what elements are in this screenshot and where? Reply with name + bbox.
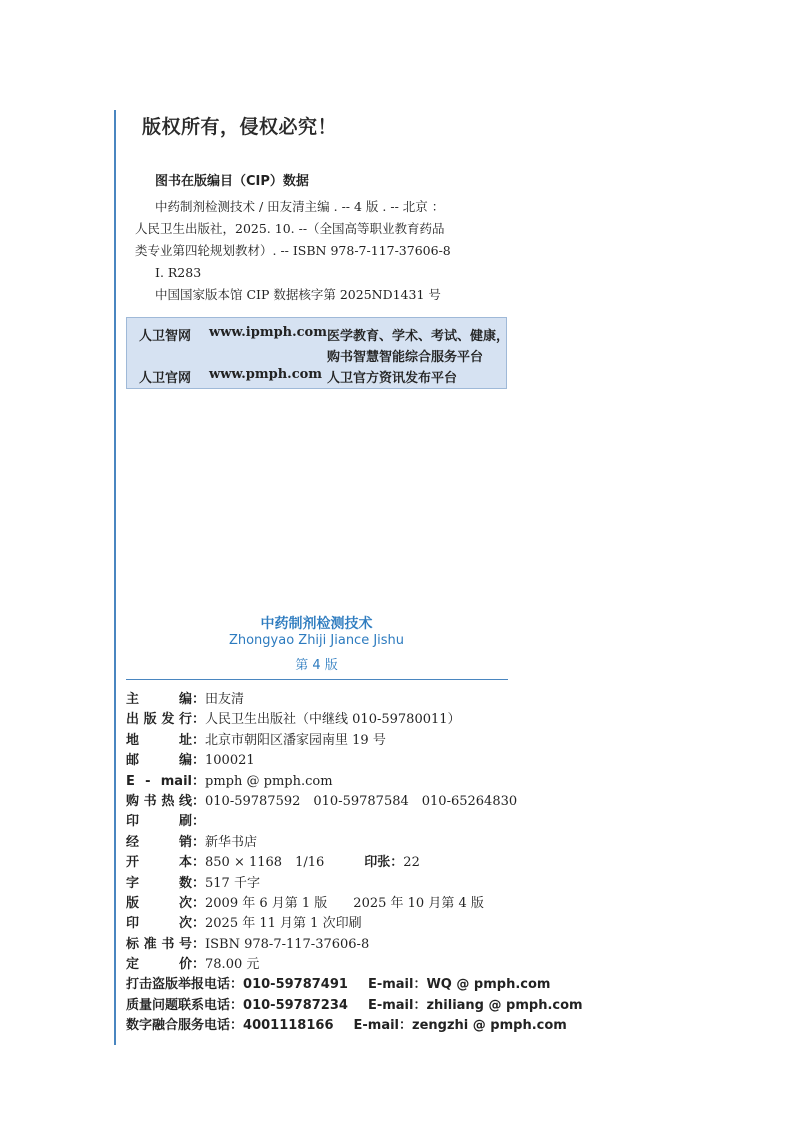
digital-email[interactable]: zengzhi @ pmph.com xyxy=(412,1018,567,1034)
info-url-3[interactable]: www.pmph.com xyxy=(209,367,323,382)
imprint-publisher: 出版发行：人民卫生出版社（中继线 010-59780011） xyxy=(126,710,526,730)
imprint-words: 字 数：517 千字 xyxy=(126,874,526,894)
pmph-info-box xyxy=(126,317,510,389)
postcode-value: 100021 xyxy=(205,753,255,769)
imprint-quality: 质量问题联系电话：010-59787234 E-mail：zhiliang @ pmph.com xyxy=(126,997,583,1013)
cip-line-2: 人民卫生出版社，2025. 10. --（全国高等职业教育药品 xyxy=(135,221,445,236)
format-value: 850 × 1168 1/16 xyxy=(205,855,325,871)
edition-label: 版 次 xyxy=(126,895,192,911)
postcode-label: 邮 编 xyxy=(126,753,192,769)
cip-line-1: 中药制剂检测技术 / 田友清主编 . -- 4 版 . -- 北京 ： xyxy=(155,199,445,214)
quality-label: 质量问题联系电话 xyxy=(126,997,231,1013)
hotline-label: 购书热线 xyxy=(126,793,192,809)
address-label: 地 址 xyxy=(126,732,192,748)
copyright-notice: 版权所有，侵权必究！ xyxy=(142,116,338,138)
cip-line-4: Ⅰ. R283 xyxy=(155,265,202,280)
cip-line-5: 中国国家版本馆 CIP 数据核字第 2025ND1431 号 xyxy=(155,287,441,302)
info-name-3: 人卫官网 xyxy=(139,371,192,386)
hotline-value: 010-59787592 010-59787584 010-65264830 xyxy=(205,793,518,809)
edition-value: 2009 年 6 月第 1 版 2025 年 10 月第 4 版 xyxy=(205,895,484,911)
imprint-isbn: 标准书号：ISBN 978-7-117-37606-8 xyxy=(126,935,526,955)
imprint-distributor: 经 销：新华书店 xyxy=(126,833,526,853)
dist-label: 经 销 xyxy=(126,834,192,850)
info-desc-3: 人卫官方资讯发布平台 xyxy=(327,371,458,386)
quality-email-label: E-mail xyxy=(367,997,414,1013)
quality-email[interactable]: zhiliang @ pmph.com xyxy=(426,997,583,1013)
piracy-email[interactable]: WQ @ pmph.com xyxy=(426,977,551,993)
imprint-piracy: 打击盗版举报电话：010-59787491 E-mail：WQ @ pmph.com xyxy=(126,977,551,993)
left-margin-rule xyxy=(114,110,116,1045)
impression-label: 印 次 xyxy=(126,916,192,932)
editor-value: 田友清 xyxy=(205,692,245,707)
price-label: 定 价 xyxy=(126,957,192,973)
format-label: 开 本 xyxy=(126,855,192,871)
book-pinyin: Zhongyao Zhiji Jiance Jishu xyxy=(228,633,405,648)
imprint-details xyxy=(126,690,583,1037)
sheets-label: 印张 xyxy=(364,855,391,871)
piracy-phone: 010-59787491 xyxy=(243,977,348,993)
piracy-email-label: E-mail xyxy=(367,977,414,993)
price-value: 78.00 元 xyxy=(205,957,260,973)
email-label: E - mail xyxy=(126,773,192,789)
imprint-hotline: 购书热线：010-59787592 010-59787584 010-65264830 xyxy=(126,792,526,812)
info-name-1: 人卫智网 xyxy=(139,329,192,344)
digital-phone: 4001118166 xyxy=(243,1018,334,1034)
imprint-print: 印 刷： xyxy=(126,812,526,832)
info-desc-1: 医学教育、学术、考试、健康， xyxy=(327,329,510,344)
imprint-digital: 数字融合服务电话：4001118166 E-mail：zengzhi @ pmph.com xyxy=(126,1018,567,1034)
imprint-edition: 版 次：2009 年 6 月第 1 版 2025 年 10 月第 4 版 xyxy=(126,894,526,914)
dist-value: 新华书店 xyxy=(205,834,258,850)
cip-title: 图书在版编目（CIP）数据 xyxy=(155,174,309,189)
isbn-value: ISBN 978-7-117-37606-8 xyxy=(205,936,370,952)
isbn-label: 标准书号 xyxy=(126,936,192,952)
piracy-label: 打击盗版举报电话 xyxy=(126,977,231,993)
imprint-price: 定 价：78.00 元 xyxy=(126,955,526,975)
imprint-format: 开 本：850 × 1168 1/16 印张：22 xyxy=(126,853,526,873)
words-label: 字 数 xyxy=(126,875,192,891)
publisher-value: 人民卫生出版社（中继线 010-59780011） xyxy=(205,712,461,728)
words-value: 517 千字 xyxy=(205,875,260,891)
impression-value: 2025 年 11 月第 1 次印刷 xyxy=(205,916,362,932)
cip-line-3: 类专业第四轮规划教材）. -- ISBN 978-7-117-37606-8 xyxy=(135,243,451,258)
quality-phone: 010-59787234 xyxy=(243,997,348,1013)
divider xyxy=(126,679,508,680)
sheets-value: 22 xyxy=(403,855,420,871)
print-label: 印 刷 xyxy=(126,814,192,830)
imprint-postcode: 邮 编：100021 xyxy=(126,751,526,771)
book-title: 中药制剂检测技术 xyxy=(260,616,373,632)
editor-label: 主 编 xyxy=(126,692,192,707)
book-edition: 第 4 版 xyxy=(295,658,338,673)
address-value: 北京市朝阳区潘家园南里 19 号 xyxy=(205,732,386,748)
digital-email-label: E-mail xyxy=(353,1018,400,1034)
publisher-label: 出版发行 xyxy=(126,712,192,728)
info-url-1[interactable]: www.ipmph.com xyxy=(209,325,327,340)
cip-record xyxy=(135,196,505,306)
imprint-email: E - mail：pmph @ pmph.com xyxy=(126,772,526,792)
email-value[interactable]: pmph @ pmph.com xyxy=(205,773,333,789)
imprint-editor: 主 编：田友清 xyxy=(126,690,526,710)
info-desc-2: 购书智慧智能综合服务平台 xyxy=(327,350,484,365)
imprint-impression: 印 次：2025 年 11 月第 1 次印刷 xyxy=(126,914,526,934)
digital-label: 数字融合服务电话 xyxy=(126,1018,231,1034)
imprint-address: 地 址：北京市朝阳区潘家园南里 19 号 xyxy=(126,731,526,751)
